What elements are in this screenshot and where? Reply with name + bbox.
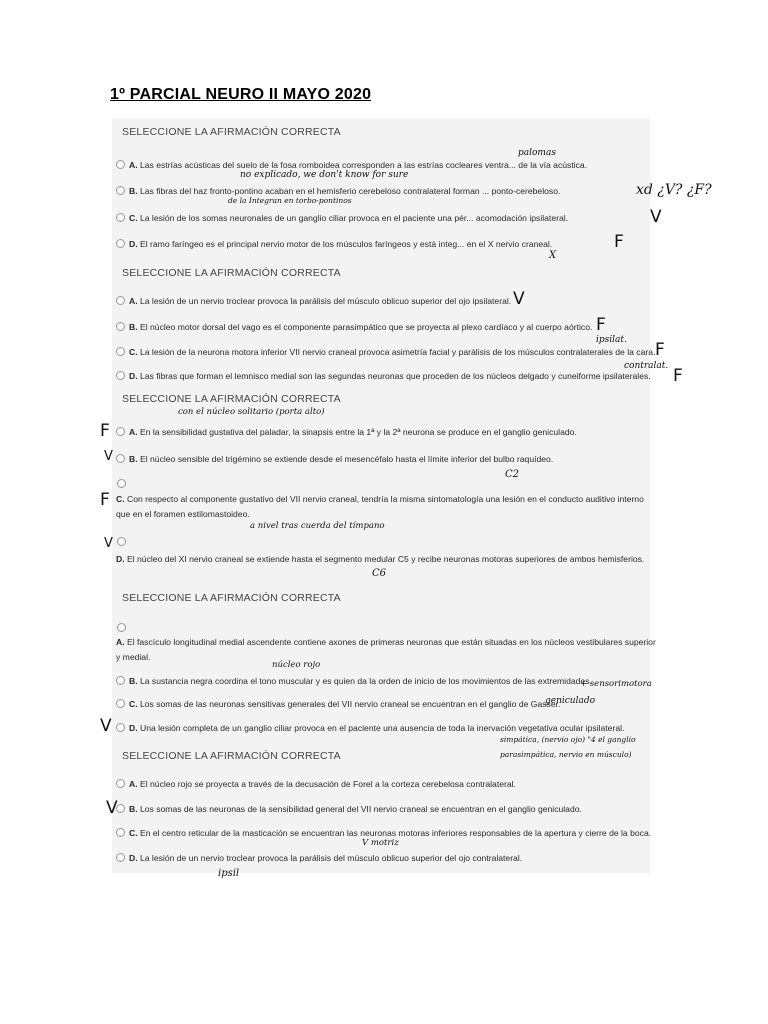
handwritten-note: no explicado, we don't know for sure: [240, 170, 409, 180]
handwritten-note: de la Integran en torbo-pontinos: [228, 196, 352, 205]
handwritten-note: geniculado: [545, 696, 596, 706]
radio-button[interactable]: [116, 828, 125, 837]
handwritten-note: a nivel tras cuerda del tímpano: [250, 521, 385, 531]
handwritten-mark: V: [104, 536, 113, 551]
option-text: La lesión de un nervio troclear provoca la parálisis del músculo oblicuo superior del ojo ipsilateral.: [139, 296, 512, 306]
section-3-option-d[interactable]: [116, 552, 656, 567]
handwritten-note: ipsilat.: [596, 335, 627, 345]
option-text: En el centro reticular de la masticación se encuentran las neuronas motoras inferiores responsables de la apertura y cierre de la boca.: [139, 828, 652, 838]
handwritten-mark: F: [655, 340, 665, 360]
option-text: La lesión de los somas neuronales de un ganglio ciliar provoca en el paciente una pér... acomodación ipsilateral.: [139, 213, 569, 223]
section-4-option-a[interactable]: [116, 635, 656, 665]
option-letter: B.: [129, 186, 138, 196]
section-5-title: SELECCIONE LA AFIRMACIÓN CORRECTA: [122, 750, 341, 762]
option-text: El ramo faríngeo es el principal nervio motor de los músculos faríngeos y está integ... en el X nervio craneal.: [139, 239, 553, 249]
handwritten-note: ipsil: [218, 868, 240, 879]
radio-button[interactable]: [116, 699, 125, 708]
handwritten-note: V motriz: [362, 838, 399, 848]
option-text: La lesión de un nervio troclear provoca la parálisis del músculo oblicuo superior del ojo contralateral.: [139, 853, 523, 863]
handwritten-note: xd ¿V? ¿F?: [636, 182, 712, 198]
section-2-option-a[interactable]: [116, 294, 511, 309]
radio-button[interactable]: [116, 676, 125, 685]
handwritten-mark: V: [100, 716, 112, 736]
option-letter: A.: [129, 779, 138, 789]
handwritten-note: C6: [372, 568, 387, 579]
section-5-option-d[interactable]: [116, 851, 522, 866]
section-4-option-b[interactable]: [116, 674, 592, 689]
handwritten-mark: F: [100, 421, 110, 441]
option-letter: D.: [116, 554, 125, 564]
option-letter: B.: [129, 804, 138, 814]
option-letter: A.: [129, 296, 138, 306]
radio-button[interactable]: [116, 296, 125, 305]
radio-button[interactable]: [116, 371, 125, 380]
section-4-option-d[interactable]: [116, 721, 624, 736]
option-text: Los somas de las neuronas sensitivas generales del VII nervio craneal se encuentran en el ganglio de Gasser.: [139, 699, 561, 709]
handwritten-mark: F: [673, 366, 683, 386]
section-4-option-c[interactable]: [116, 697, 560, 712]
section-2-title: SELECCIONE LA AFIRMACIÓN CORRECTA: [122, 267, 341, 279]
document-title: 1º PARCIAL NEURO II MAYO 2020: [110, 86, 372, 103]
section-3-option-b[interactable]: [116, 452, 553, 467]
section-1-option-c[interactable]: [116, 211, 568, 226]
handwritten-note: con el núcleo solitario (porta alto): [178, 407, 325, 417]
handwritten-mark: V: [650, 207, 662, 227]
section-3-option-c[interactable]: [116, 492, 656, 522]
section-2-option-b[interactable]: [116, 320, 592, 335]
section-5-option-a[interactable]: [116, 777, 516, 792]
option-text: Una lesión completa de un ganglio ciliar provoca en el paciente una ausencia de toda la inervación vegetativa ocular ipsilateral.: [139, 723, 625, 733]
radio-button[interactable]: [116, 853, 125, 862]
radio-button[interactable]: [116, 322, 125, 331]
option-letter: B.: [129, 322, 138, 332]
radio-button[interactable]: [116, 160, 125, 169]
option-text: La sustancia negra coordina el tono muscular y es quien da la orden de inicio de los movimientos de las extremidades.: [139, 676, 592, 686]
radio-button[interactable]: [116, 779, 125, 788]
option-text: El núcleo rojo se proyecta a través de la decusación de Forel a la corteza cerebelosa contralateral.: [139, 779, 516, 789]
handwritten-note: C2: [505, 469, 520, 480]
option-text: Con respecto al componente gustativo del VII nervio craneal, tendría la misma sintomatología una lesión en el conducto auditivo interno que en el foramen estilomastoideo.: [116, 494, 644, 519]
handwritten-note: parasimpática, nervio en músculo): [500, 750, 632, 759]
option-letter: C.: [129, 699, 138, 709]
radio-button[interactable]: [116, 347, 125, 356]
option-letter: C.: [129, 828, 138, 838]
option-letter: B.: [129, 676, 138, 686]
option-text: En la sensibilidad gustativa del paladar, la sinapsis entre la 1ª y la 2ª neurona se produce en el ganglio geniculado.: [139, 427, 577, 437]
option-letter: C.: [129, 347, 138, 357]
option-letter: D.: [129, 371, 138, 381]
radio-button[interactable]: [116, 723, 125, 732]
option-letter: D.: [129, 239, 138, 249]
handwritten-mark: V: [513, 289, 525, 309]
handwritten-mark: F: [614, 232, 624, 252]
radio-button[interactable]: [117, 479, 126, 488]
option-text: El núcleo sensible del trigémino se extiende desde el mesencéfalo hasta el límite inferior del bulbo raquídeo.: [139, 454, 554, 464]
radio-button[interactable]: [116, 186, 125, 195]
option-letter: C.: [129, 213, 138, 223]
option-letter: A.: [129, 427, 138, 437]
handwritten-note: contralat.: [624, 361, 669, 371]
section-4-title: SELECCIONE LA AFIRMACIÓN CORRECTA: [122, 592, 341, 604]
option-letter: D.: [129, 723, 138, 733]
handwritten-mark: F: [596, 315, 606, 335]
handwritten-note: palomas: [518, 148, 556, 158]
option-text: Las fibras que forman el lemnisco medial son las segundas neuronas que proceden de los núcleos delgado y cuneiforme ipsilaterales.: [139, 371, 651, 381]
radio-button[interactable]: [116, 454, 125, 463]
section-1-option-d[interactable]: [116, 237, 552, 252]
section-5-option-b[interactable]: [116, 802, 582, 817]
option-text: Los somas de las neuronas de la sensibilidad general del VII nervio craneal se encuentran en el ganglio geniculado.: [139, 804, 582, 814]
handwritten-note: núcleo rojo: [272, 660, 321, 670]
option-text: El núcleo del XI nervio craneal se extiende hasta el segmento medular C5 y recibe neuronas motoras superiores de ambos hemisferios.: [126, 554, 645, 564]
option-text: El núcleo motor dorsal del vago es el componente parasimpático que se proyecta al plexo cardíaco y al cuerpo aórtico.: [139, 322, 593, 332]
radio-button[interactable]: [117, 537, 126, 546]
handwritten-note: + sensorimotora: [580, 679, 652, 689]
section-3-title: SELECCIONE LA AFIRMACIÓN CORRECTA: [122, 393, 341, 405]
option-text: Las estrías acústicas del suelo de la fosa romboidea corresponden a las estrías cocleares ventra... de la vía acústica.: [139, 160, 588, 170]
handwritten-mark: F: [100, 490, 110, 510]
radio-button[interactable]: [117, 623, 126, 632]
radio-button[interactable]: [116, 427, 125, 436]
section-3-option-a[interactable]: [116, 425, 577, 440]
handwritten-mark: V: [106, 798, 118, 818]
option-text: Las fibras del haz fronto-pontino acaban en el hemisferio cerebeloso contralateral forman ... ponto-cerebeloso.: [139, 186, 561, 196]
radio-button[interactable]: [116, 213, 125, 222]
option-letter: B.: [129, 454, 138, 464]
handwritten-note: simpática, (nervio ojo) "4 el ganglio: [500, 735, 636, 744]
option-letter: A.: [116, 637, 125, 647]
handwritten-mark: V: [104, 449, 113, 464]
option-text: El fascículo longitudinal medial ascendente contiene axones de primeras neuronas que están situadas en los núcleos vestibulares superior y medial.: [116, 637, 656, 662]
radio-button[interactable]: [116, 239, 125, 248]
section-2-option-c[interactable]: [116, 345, 655, 360]
option-letter: C.: [116, 494, 125, 504]
option-letter: D.: [129, 853, 138, 863]
section-1-title: SELECCIONE LA AFIRMACIÓN CORRECTA: [122, 126, 341, 138]
section-2-option-d[interactable]: [116, 369, 651, 384]
option-text: La lesión de la neurona motora inferior VII nervio craneal provoca asimetría facial y parálisis de los músculos contralaterales de la cara.: [139, 347, 656, 357]
handwritten-note: X: [549, 250, 557, 261]
option-letter: A.: [129, 160, 138, 170]
